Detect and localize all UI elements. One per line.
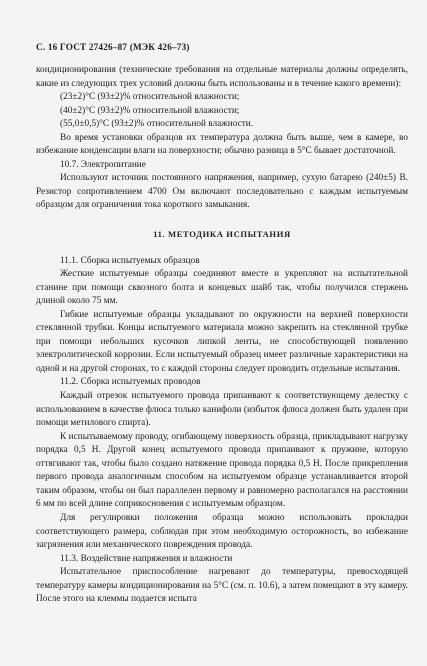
paragraph-flexible-samples: Гибкие испытуемые образцы укладывают по окружности на верхней поверхности стеклянной трубки. Концы испытуемого материала можно закрепить на стеклянной трубке при помощи небольших кусочков липкой ленты, не способствующей появлению электролитической коррозии. Если испытуемый образец имеет различные характеристики на одной и на другой сторонах, то с каждой стороны следует проводить отдельные испытания. — [36, 309, 408, 374]
paragraph-adjustment: Для регулировки положения образца можно использовать прокладки соответствующего размера, соблюдая при этом необходимую осторожность, во избежание загрязнения или механического повреждения провода. — [36, 512, 408, 551]
paragraph-intro: кондиционирования (технические требования на отдельные материалы должны определять, какие из следующих трех условий должны быть использованы и в течение какого времени): — [36, 65, 408, 89]
subsection-heading-11-3: 11.3. Воздействие напряжения и влажности — [60, 553, 233, 564]
subsection-heading-11-2: 11.2. Сборка испытуемых проводов — [60, 377, 201, 388]
paragraph-power: Используют источник постоянного напряжения, например, сухую батарею (240±5) В. Резистор сопротивлением 4700 Ом включают последовательно с каждым испытуемым образцом для ограничения тока короткого замыкания. — [36, 173, 408, 211]
paragraph-voltage-humidity: Испытательное приспособление нагревают до температуры, превосходящей температуру камеры кондиционирования на 5°С (см. п. 10.6), а затем помещают в эту камеру. После этого на клеммы подается испыта — [36, 567, 408, 605]
document-body — [36, 64, 408, 607]
subsection-heading-11-1: 11.1. Сборка испытуемых образцов — [60, 255, 200, 266]
page-header: С. 16 ГОСТ 27426–87 (МЭК 426–73) — [36, 42, 190, 52]
paragraph-wire-soldering: Каждый отрезок испытуемого провода припаивают к соответствующему делестку с использованием в качестве флюса только канифоли (избыток флюса должен быть удален при помощи метилового спирта). — [36, 391, 408, 429]
condition-option-2: (40±2)°С (93±2)% относительной влажности; — [60, 105, 240, 116]
section-title-11: 11. МЕТОДИКА ИСПЫТАНИЯ — [153, 229, 291, 240]
paragraph-wire-load: К испытываемому проводу, огибающему поверхность образца, прикладывают нагрузку порядка 0,5 Н. Другой конец испытуемого провода припаивают к пружине, которую оттягивают так, чтобы было создано натяжение провода порядка 0,5 Н. После прикрепления первого провода аналогичным способом на испытуемом образце устанавливается второй таким образом, чтобы он был параллелен первому и равномерно располагался на расстоянии 6 мм по всей длине соприкосновения с испытуемым образцом. — [36, 431, 408, 510]
subsection-heading-10-7: 10.7. Электропитание — [60, 159, 146, 170]
paragraph-rigid-samples: Жесткие испытуемые образцы соединяют вместе и укрепляют на испытательной станине при помощи сквозного болта и концевых шайб так, чтобы получился стержень длиной около 75 мм. — [36, 269, 408, 307]
condition-option-3: (55,0±0,5)°С (93±2)% относительной влажности. — [60, 119, 254, 130]
condition-option-1: (23±2)°С (93±2)% относительной влажности; — [60, 92, 240, 103]
paragraph-installation: Во время установки образцов их температура должна быть выше, чем в камере, во избежание конденсации влаги на поверхности; обычно разница в 5°С бывает достаточной. — [36, 132, 408, 157]
